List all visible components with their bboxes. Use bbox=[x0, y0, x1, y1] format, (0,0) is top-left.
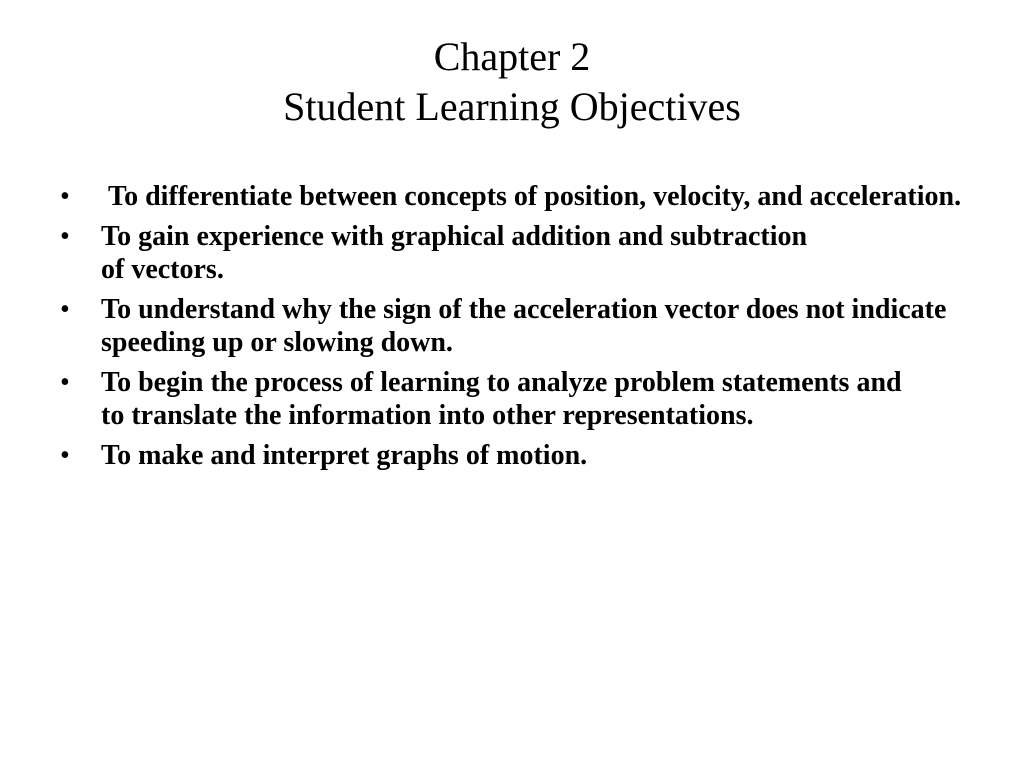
title-chapter: Chapter 2 bbox=[433, 34, 591, 79]
objectives-list bbox=[57, 180, 977, 479]
objective-text: To gain experience with graphical addition and subtraction of vectors. bbox=[101, 221, 808, 285]
bullet-icon: • bbox=[60, 221, 70, 252]
objective-text: To make and interpret graphs of motion. bbox=[101, 440, 588, 471]
objective-item bbox=[57, 220, 977, 286]
objective-item bbox=[57, 293, 977, 359]
objective-item bbox=[57, 180, 977, 213]
slide-title bbox=[0, 32, 1024, 132]
bullet-icon: • bbox=[60, 181, 70, 212]
objective-item bbox=[57, 439, 977, 472]
bullet-icon: • bbox=[60, 367, 70, 398]
objective-text: To understand why the sign of the acceleration vector does not indicate speeding up or slowing down. bbox=[101, 294, 947, 358]
bullet-icon: • bbox=[60, 294, 70, 325]
title-subtitle: Student Learning Objectives bbox=[283, 84, 741, 129]
bullet-icon: • bbox=[60, 440, 70, 471]
objective-item bbox=[57, 366, 977, 432]
objective-text: To differentiate between concepts of position, velocity, and acceleration. bbox=[101, 181, 962, 212]
objective-text: To begin the process of learning to analyze problem statements and to translate the information into other representations. bbox=[101, 367, 902, 431]
